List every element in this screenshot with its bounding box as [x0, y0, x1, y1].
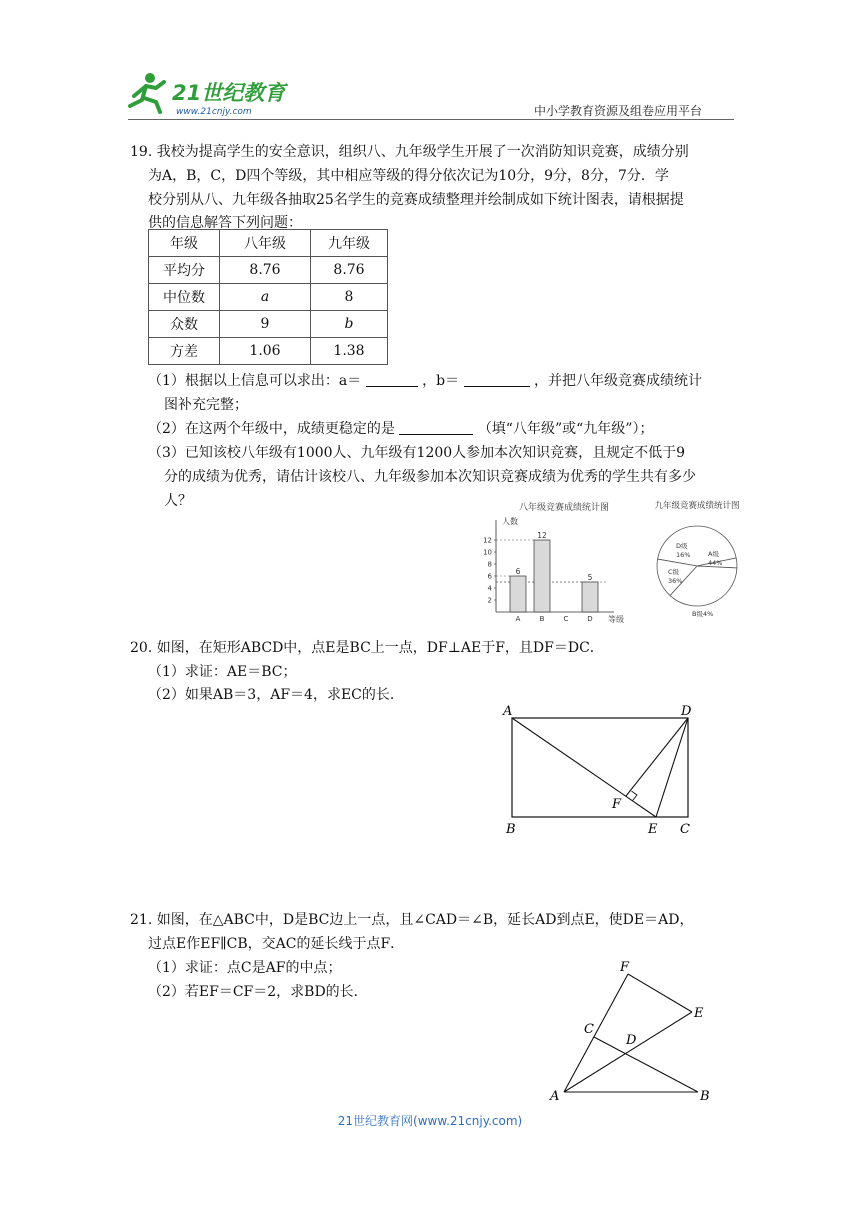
- segment-af: [564, 974, 628, 1092]
- ytick-label: 12: [483, 536, 492, 545]
- category-label: B: [539, 615, 545, 623]
- category-label: C: [563, 615, 569, 623]
- table-cell: 平均分: [149, 257, 220, 284]
- label-d: D: [626, 1033, 637, 1048]
- logo-text: 21世纪教育: [172, 81, 286, 105]
- pie-chart-slices: [657, 526, 737, 606]
- category-label: D: [587, 615, 593, 623]
- q19-part1-a: （1）根据以上信息可以求出：a＝: [148, 373, 362, 389]
- table-cell: 8: [311, 284, 388, 311]
- pie-label: C级: [668, 568, 680, 576]
- pie-pct: 36%: [668, 577, 683, 585]
- ytick-label: 4: [487, 584, 492, 593]
- pie-label: D级: [676, 542, 688, 550]
- segment-de: [656, 718, 688, 817]
- runner-icon: [130, 73, 164, 112]
- bar-chart-ylabel: 人数: [502, 517, 518, 526]
- table-row: [149, 230, 388, 257]
- triangle-abc-figure: [546, 958, 726, 1106]
- label-b: B: [700, 1089, 710, 1104]
- label-f: F: [612, 797, 622, 812]
- label-c: C: [680, 822, 690, 837]
- q19-part2: [148, 417, 740, 441]
- right-angle-mark: [632, 791, 638, 801]
- q19-part1-b: ，b＝: [422, 373, 460, 389]
- table-row: [149, 284, 388, 311]
- bar-chart-xlabel: 等级: [608, 615, 624, 624]
- table-header-cell: 九年级: [311, 230, 388, 257]
- logo-url: www.21cnjy.com: [176, 107, 252, 117]
- bar-chart-categories: [516, 615, 593, 623]
- ytick-label: 2: [487, 596, 492, 605]
- table-cell: 9: [220, 311, 311, 338]
- label-d: D: [681, 704, 692, 719]
- table-cell: 中位数: [149, 284, 220, 311]
- bar-B: [534, 540, 550, 612]
- table-cell: 众数: [149, 311, 220, 338]
- q19-line3: 校分别从八、九年级各抽取25名学生的竞赛成绩整理并绘制成如下统计图表，请根据提: [148, 192, 684, 208]
- label-a: A: [503, 704, 513, 719]
- label-b: B: [506, 822, 516, 837]
- q19-line4: 供的信息解答下列问题：: [148, 215, 302, 231]
- q19-part1-c: ，并把八年级竞赛成绩统计: [534, 373, 703, 389]
- segment-fe: [628, 974, 692, 1012]
- bar-value-label: 5: [587, 573, 593, 582]
- q19-part2-a: （2）在这两个年级中，成绩更稳定的是: [148, 421, 395, 437]
- rectangle-abcd: [512, 718, 688, 817]
- q21-part1: （1）求证：点C是AF的中点；: [148, 960, 342, 976]
- bar-chart-bars: [510, 531, 598, 612]
- site-logo: [120, 66, 290, 120]
- q19-line1: 19. 我校为提高学生的安全意识，组织八、九年级学生开展了一次消防知识竞赛，成绩分别: [130, 144, 689, 160]
- ytick-label: 10: [483, 548, 492, 557]
- segment-ae: [512, 718, 656, 817]
- bar-value-label: 12: [537, 531, 547, 540]
- bar-A: [510, 576, 526, 612]
- q19-part3-b: 分的成绩为优秀，请估计该校八、九年级参加本次知识竞赛成绩为优秀的学生共有多少: [164, 469, 696, 485]
- answer-blank-stable[interactable]: [399, 418, 473, 435]
- q19-line2: 为A，B，C，D四个等级，其中相应等级的得分依次记为10分，9分，8分，7分．学: [148, 168, 669, 184]
- q19-part1: [148, 369, 740, 393]
- table-cell: 8.76: [311, 257, 388, 284]
- pie-pct: 44%: [708, 559, 723, 567]
- answer-blank-b[interactable]: [464, 370, 530, 387]
- table-row: [149, 338, 388, 365]
- category-label: A: [515, 615, 521, 623]
- label-e: E: [694, 1006, 704, 1021]
- bar-value-label: 6: [515, 567, 521, 576]
- q20-line1: 20. 如图，在矩形ABCD中，点E是BC上一点，DF⊥AE于F，且DF＝DC．: [130, 640, 604, 656]
- q19-part2-b: （填“八年级”或“九年级”）；: [477, 421, 654, 437]
- q21-part2: （2）若EF＝CF＝2，求BD的长．: [148, 984, 368, 1000]
- table-cell: 1.06: [220, 338, 311, 365]
- pie-chart-title: 九年级竞赛成绩统计图: [654, 501, 740, 511]
- table-cell: b: [311, 311, 388, 338]
- table-header-cell: 年级: [149, 230, 220, 257]
- ytick-label: 6: [487, 572, 492, 581]
- pie-pct: 16%: [676, 551, 691, 559]
- q21-line1: 21. 如图，在△ABC中，D是BC边上一点，且∠CAD＝∠B，延长AD到点E，使DE＝AD，: [130, 912, 694, 928]
- grade8-bar-chart: [472, 498, 642, 628]
- bar-chart-title: 八年级竞赛成绩统计图: [518, 503, 610, 513]
- table-cell: a: [220, 284, 311, 311]
- answer-blank-a[interactable]: [366, 370, 418, 387]
- header-divider: [128, 119, 734, 120]
- q21-line2: 过点E作EF∥CB，交AC的延长线于点F．: [148, 936, 405, 952]
- q20-part1: （1）求证：AE＝BC；: [148, 664, 297, 680]
- segment-cb: [594, 1037, 698, 1092]
- q19-part3-a: （3）已知该校八年级有1000人、九年级有1200人参加本次知识竞赛，且规定不低于9: [148, 445, 686, 461]
- platform-name: 中小学教育资源及组卷应用平台: [534, 104, 703, 118]
- q20-part2: （2）如果AB＝3，AF＝4，求EC的长．: [148, 687, 404, 703]
- segment-df: [626, 718, 688, 796]
- label-a: A: [550, 1089, 560, 1104]
- label-f: F: [620, 960, 630, 975]
- ytick-label: 8: [487, 560, 492, 569]
- rectangle-abcd-figure: [498, 698, 708, 840]
- table-header-cell: 八年级: [220, 230, 311, 257]
- table-row: [149, 311, 388, 338]
- table-cell: 1.38: [311, 338, 388, 365]
- pie-label: A级: [708, 550, 719, 558]
- table-row: [149, 257, 388, 284]
- q19-part1-d: 图补充完整；: [164, 397, 248, 413]
- stats-table: [148, 229, 388, 365]
- pie-label: B级4%: [692, 610, 714, 618]
- bar-chart-yticks: [483, 537, 496, 605]
- label-c: C: [584, 1022, 594, 1037]
- page-footer: 21世纪教育网(www.21cnjy.com): [337, 1114, 523, 1128]
- table-cell: 方差: [149, 338, 220, 365]
- q19-part3-c: 人？: [164, 493, 192, 509]
- label-e: E: [648, 822, 658, 837]
- grade9-pie-chart: [644, 498, 750, 624]
- table-cell: 8.76: [220, 257, 311, 284]
- bar-D: [582, 582, 598, 612]
